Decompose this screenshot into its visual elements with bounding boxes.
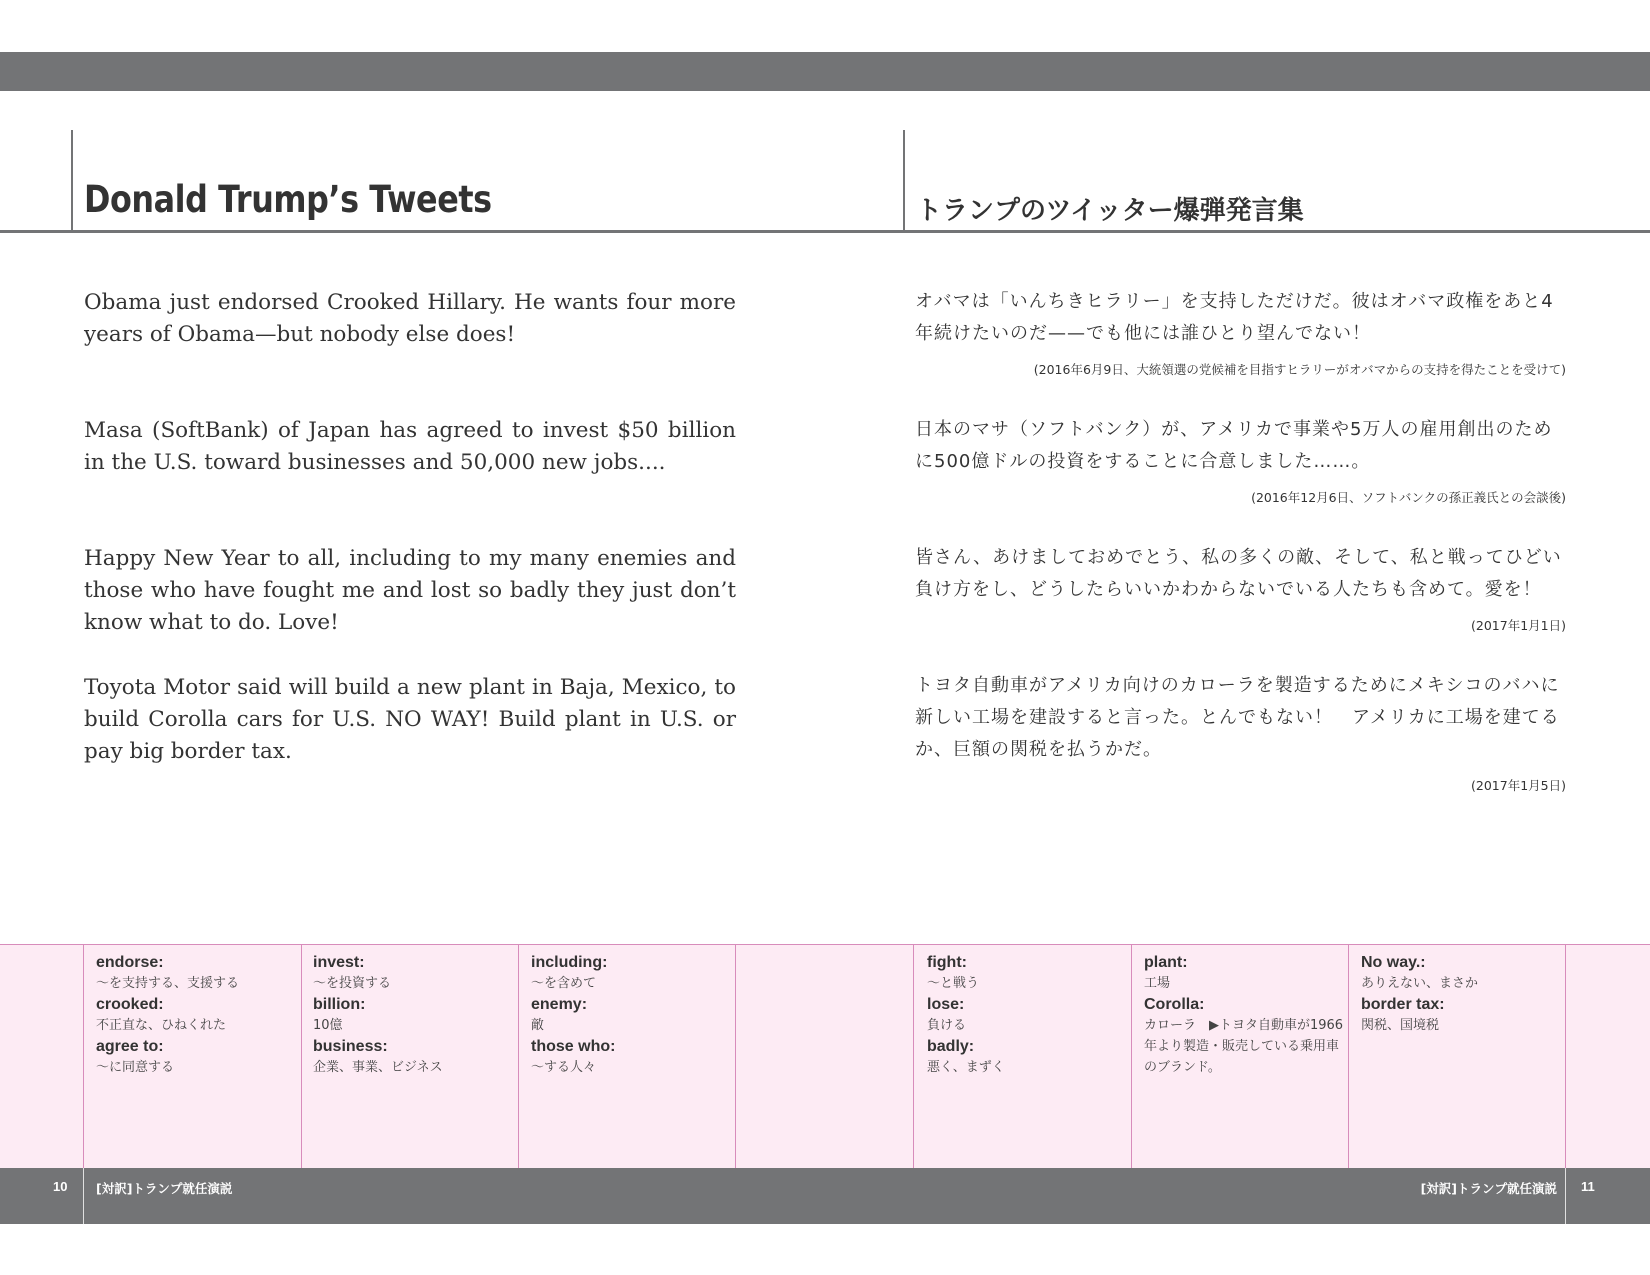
vocab-definition: 〜する人々 [531,1060,597,1075]
vocab-term: business: [313,1038,388,1055]
vocab-definition: カローラ ▶トヨタ自動車が1966年より製造・販売している乗用車のブランド。 [1144,1018,1344,1075]
right-title-marker [903,130,905,230]
vocab-term: including: [531,954,608,971]
vocab-term: endorse: [96,954,164,971]
tweet-ja-1-source: (2016年6月9日、大統領選の党候補を目指すヒラリーがオバマからの支持を得たことを受けて) [1033,362,1566,377]
vocab-definition: 敵 [531,1018,545,1033]
vocab-term: agree to: [96,1038,164,1055]
vocab-term: plant: [1144,954,1188,971]
page-title-japanese: トランプのツイッター爆弾発言集 [916,196,1304,226]
vocab-column-2 [313,952,513,1078]
vocab-definition: 〜を支持する、支援する [96,976,240,991]
footer-title-right: [対訳]トランプ就任演説 [1420,1181,1557,1196]
tweet-ja-2: 日本のマサ（ソフトバンク）が、アメリカで事業や5万人の雇用創出のために500億ドルの投資をすることに合意しました……。 [915,419,1553,472]
vocab-divider [1131,944,1132,1168]
vocab-term: Corolla: [1144,996,1205,1013]
page-number-left: 10 [53,1179,68,1194]
vocab-term: those who: [531,1038,616,1055]
page-title-english: Donald Trump’s Tweets [84,178,492,221]
tweet-en-4: Toyota Motor said will build a new plant in Baja, Mexico, to build Corolla cars for U.S. NO WAY! Build plant in U.S. or pay big border tax. [84,675,736,764]
vocab-definition: 企業、事業、ビジネス [313,1060,443,1075]
tweet-en-2: Masa (SoftBank) of Japan has agreed to invest $50 billion in the U.S. toward businesses and 50,000 new jobs.... [84,418,736,475]
vocab-column-3 [531,952,731,1078]
top-band [0,52,1650,91]
vocab-term: crooked: [96,996,164,1013]
vocab-definition: 負ける [927,1018,967,1033]
tweet-en-1: Obama just endorsed Crooked Hillary. He wants four more years of Obama—but nobody else does! [84,290,736,347]
tweet-ja-4-source: (2017年1月5日) [1471,778,1566,793]
tweet-ja-3: 皆さん、あけましておめでとう、私の多くの敵、そして、私と戦ってひどい負け方をし、どうしたらいいかわからないでいる人たちも含めて。愛を！ [915,547,1562,600]
footer-divider [83,1168,84,1224]
vocab-divider [735,944,736,1168]
vocab-definition: 〜を含めて [531,976,597,991]
vocab-definition: 工場 [1144,976,1171,991]
tweet-ja-1: オバマは「いんちきヒラリー」を支持しただけだ。彼はオバマ政権をあと4年続けたいのだ——でも他には誰ひとり望んでない！ [915,291,1554,344]
vocab-definition: 〜に同意する [96,1060,175,1075]
footer-title-left: [対訳]トランプ就任演説 [96,1181,233,1196]
vocab-term: invest: [313,954,365,971]
tweet-ja-3-source: (2017年1月1日) [1471,618,1566,633]
footer-divider [1565,1168,1566,1224]
vocab-definition: ありえない、まさか [1361,976,1479,991]
vocab-definition: 〜と戦う [927,976,980,991]
title-rule [0,230,1650,233]
tweet-en-3: Happy New Year to all, including to my many enemies and those who have fought me and lost so badly they just don’t know what to do. Love! [84,546,736,635]
vocab-term: No way.: [1361,954,1426,971]
page-number-right: 11 [1581,1179,1595,1194]
vocab-term: badly: [927,1038,975,1055]
vocab-definition: 不正直な、ひねくれた [96,1018,227,1033]
vocab-divider [1348,944,1349,1168]
vocab-term: enemy: [531,996,588,1013]
vocab-divider [913,944,914,1168]
vocab-column-4 [927,952,1127,1078]
vocab-term: fight: [927,954,967,971]
tweet-ja-4: トヨタ自動車がアメリカ向けのカローラを製造するためにメキシコのバハに新しい工場を建設すると言った。とんでもない！ アメリカに工場を建てるか、巨額の関税を払うかだ。 [915,675,1560,760]
vocab-divider [1565,944,1566,1168]
vocab-term: billion: [313,996,366,1013]
vocab-divider [83,944,84,1168]
vocab-divider [518,944,519,1168]
vocab-definition: 〜を投資する [313,976,392,991]
left-title-marker [71,130,73,230]
vocab-divider [301,944,302,1168]
vocab-term: lose: [927,996,965,1013]
vocab-column-1 [96,952,296,1078]
vocab-definition: 関税、国境税 [1361,1018,1440,1033]
vocab-definition: 悪く、まずく [927,1060,1005,1075]
vocab-column-5 [1144,952,1344,1078]
tweet-ja-2-source: (2016年12月6日、ソフトバンクの孫正義氏との会談後) [1251,490,1566,505]
vocab-definition: 10億 [313,1018,343,1033]
page-footer [0,1168,1650,1224]
vocab-column-6 [1361,952,1561,1036]
vocab-term: border tax: [1361,996,1445,1013]
